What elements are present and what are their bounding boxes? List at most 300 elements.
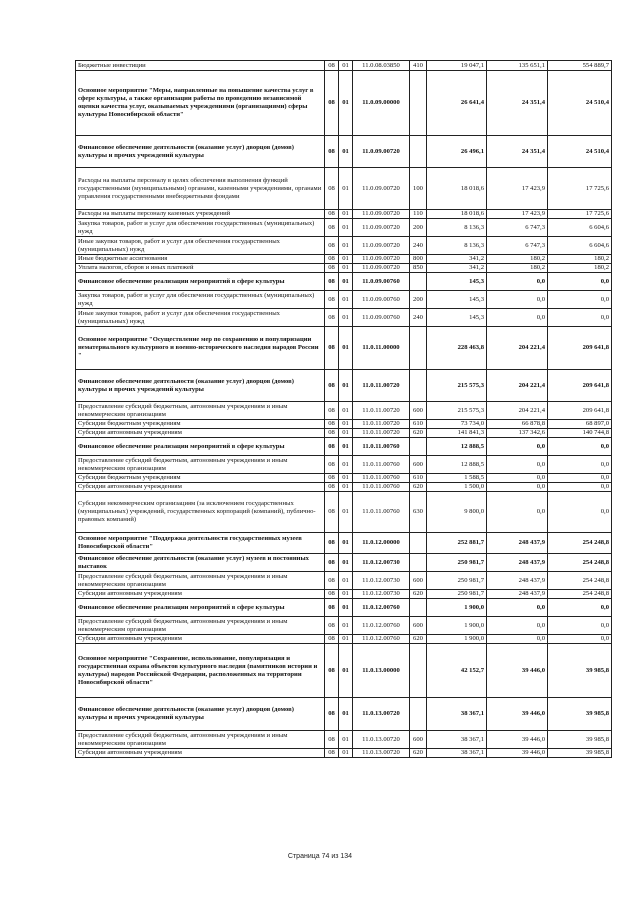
subsection-code: 01 [339,210,353,219]
row-name: Субсидии бюджетным учреждениям [76,474,325,483]
expense-type-code: 600 [410,402,427,420]
amount-year-2: 0,0 [487,309,548,327]
amount-year-3: 0,0 [548,456,612,474]
target-article-code: 11.0.09.00720 [353,168,410,210]
row-name: Субсидии автономным учреждениям [76,483,325,492]
table-row [76,554,612,572]
section-code: 08 [325,136,339,168]
target-article-code: 11.0.09.00000 [353,71,410,136]
target-article-code: 11.0.11.00000 [353,327,410,370]
amount-year-1: 145,3 [427,273,487,291]
subsection-code: 01 [339,533,353,554]
amount-year-2: 204 221,4 [487,327,548,370]
subsection-code: 01 [339,420,353,429]
table-row [76,210,612,219]
row-name: Субсидии автономным учреждениям [76,590,325,599]
budget-table [75,60,612,758]
amount-year-2: 6 747,3 [487,237,548,255]
target-article-code: 11.0.09.00720 [353,264,410,273]
expense-type-code [410,698,427,731]
expense-type-code: 600 [410,572,427,590]
target-article-code: 11.0.09.00720 [353,255,410,264]
amount-year-1: 38 367,1 [427,731,487,749]
row-name: Иные бюджетные ассигнования [76,255,325,264]
expense-type-code: 620 [410,635,427,644]
amount-year-2: 180,2 [487,255,548,264]
amount-year-3: 254 248,8 [548,533,612,554]
section-code: 08 [325,420,339,429]
row-name: Предоставление субсидий бюджетным, автономным учреждениям и иным некоммерческим организациям [76,572,325,590]
section-code: 08 [325,291,339,309]
subsection-code: 01 [339,255,353,264]
row-name: Уплата налогов, сборов и иных платежей [76,264,325,273]
row-name: Закупка товаров, работ и услуг для обеспечения государственных (муниципальных) нужд [76,219,325,237]
amount-year-1: 1 900,0 [427,617,487,635]
table-row [76,219,612,237]
subsection-code: 01 [339,309,353,327]
table-row [76,420,612,429]
subsection-code: 01 [339,483,353,492]
target-article-code: 11.0.11.00760 [353,492,410,533]
amount-year-2: 39 446,0 [487,698,548,731]
amount-year-2: 0,0 [487,456,548,474]
target-article-code: 11.0.12.00760 [353,617,410,635]
subsection-code: 01 [339,456,353,474]
amount-year-1: 250 981,7 [427,554,487,572]
expense-type-code: 600 [410,456,427,474]
section-code: 08 [325,635,339,644]
section-code: 08 [325,590,339,599]
subsection-code: 01 [339,474,353,483]
table-row [76,749,612,758]
section-code: 08 [325,219,339,237]
table-row [76,429,612,438]
target-article-code: 11.0.12.00000 [353,533,410,554]
row-name: Иные закупки товаров, работ и услуг для обеспечения государственных (муниципальных) нужд [76,237,325,255]
expense-type-code [410,438,427,456]
subsection-code: 01 [339,572,353,590]
table-row [76,71,612,136]
amount-year-3: 180,2 [548,255,612,264]
table-row [76,533,612,554]
amount-year-1: 1 900,0 [427,635,487,644]
section-code: 08 [325,533,339,554]
amount-year-3: 554 889,7 [548,61,612,71]
target-article-code: 11.0.12.00730 [353,554,410,572]
amount-year-1: 250 981,7 [427,590,487,599]
amount-year-2: 17 423,9 [487,168,548,210]
subsection-code: 01 [339,273,353,291]
amount-year-3: 0,0 [548,483,612,492]
amount-year-2: 0,0 [487,599,548,617]
amount-year-2: 0,0 [487,617,548,635]
expense-type-code: 240 [410,237,427,255]
amount-year-2: 0,0 [487,635,548,644]
table-row [76,168,612,210]
section-code: 08 [325,644,339,698]
amount-year-1: 8 136,3 [427,237,487,255]
amount-year-3: 0,0 [548,291,612,309]
amount-year-1: 73 734,0 [427,420,487,429]
section-code: 08 [325,554,339,572]
amount-year-3: 140 744,8 [548,429,612,438]
section-code: 08 [325,483,339,492]
amount-year-1: 145,3 [427,291,487,309]
amount-year-3: 0,0 [548,474,612,483]
row-name: Предоставление субсидий бюджетным, автономным учреждениям и иным некоммерческим организациям [76,617,325,635]
amount-year-1: 250 981,7 [427,572,487,590]
section-code: 08 [325,698,339,731]
target-article-code: 11.0.12.00760 [353,635,410,644]
expense-type-code: 200 [410,219,427,237]
amount-year-3: 39 985,8 [548,749,612,758]
target-article-code: 11.0.09.00760 [353,309,410,327]
amount-year-2: 137 342,6 [487,429,548,438]
expense-type-code: 800 [410,255,427,264]
row-name: Предоставление субсидий бюджетным, автономным учреждениям и иным некоммерческим организациям [76,402,325,420]
row-name: Финансовое обеспечение реализации мероприятий в сфере культуры [76,273,325,291]
subsection-code: 01 [339,71,353,136]
amount-year-1: 215 575,3 [427,402,487,420]
target-article-code: 11.0.13.00720 [353,731,410,749]
amount-year-1: 141 841,3 [427,429,487,438]
amount-year-1: 1 588,5 [427,474,487,483]
expense-type-code: 620 [410,749,427,758]
expense-type-code: 620 [410,590,427,599]
section-code: 08 [325,492,339,533]
amount-year-2: 39 446,0 [487,749,548,758]
amount-year-3: 6 604,6 [548,219,612,237]
row-name: Расходы на выплаты персоналу казенных учреждений [76,210,325,219]
section-code: 08 [325,599,339,617]
amount-year-1: 1 900,0 [427,599,487,617]
row-name: Основное мероприятие "Поддержка деятельности государственных музеев Новосибирской области" [76,533,325,554]
target-article-code: 11.0.09.00720 [353,136,410,168]
expense-type-code [410,273,427,291]
section-code: 08 [325,264,339,273]
amount-year-3: 0,0 [548,617,612,635]
amount-year-3: 0,0 [548,492,612,533]
amount-year-3: 254 248,8 [548,554,612,572]
amount-year-3: 0,0 [548,438,612,456]
budget-table-container [75,60,611,758]
amount-year-2: 204 221,4 [487,370,548,402]
amount-year-1: 228 463,8 [427,327,487,370]
target-article-code: 11.0.12.00760 [353,599,410,617]
target-article-code: 11.0.13.00000 [353,644,410,698]
table-row [76,370,612,402]
amount-year-2: 248 437,9 [487,590,548,599]
target-article-code: 11.0.13.00720 [353,698,410,731]
amount-year-3: 17 725,6 [548,210,612,219]
amount-year-1: 38 367,1 [427,749,487,758]
table-row [76,644,612,698]
expense-type-code [410,370,427,402]
amount-year-1: 215 575,3 [427,370,487,402]
table-row [76,590,612,599]
row-name: Субсидии бюджетным учреждениям [76,420,325,429]
section-code: 08 [325,429,339,438]
target-article-code: 11.0.11.00760 [353,438,410,456]
row-name: Субсидии некоммерческим организациям (за исключением государственных (муниципальных) учреждений, государственных корпораций (компаний), публично-правовых компаний) [76,492,325,533]
table-row [76,492,612,533]
expense-type-code: 620 [410,483,427,492]
expense-type-code: 240 [410,309,427,327]
section-code: 08 [325,749,339,758]
target-article-code: 11.0.09.00720 [353,219,410,237]
table-row [76,309,612,327]
table-row [76,402,612,420]
expense-type-code: 200 [410,291,427,309]
section-code: 08 [325,309,339,327]
section-code: 08 [325,237,339,255]
amount-year-2: 204 221,4 [487,402,548,420]
amount-year-3: 39 985,8 [548,698,612,731]
expense-type-code: 600 [410,617,427,635]
row-name: Закупка товаров, работ и услуг для обеспечения государственных (муниципальных) нужд [76,291,325,309]
amount-year-1: 252 881,7 [427,533,487,554]
table-row [76,474,612,483]
row-name: Иные закупки товаров, работ и услуг для обеспечения государственных (муниципальных) нужд [76,309,325,327]
expense-type-code: 620 [410,429,427,438]
table-row [76,438,612,456]
amount-year-2: 6 747,3 [487,219,548,237]
section-code: 08 [325,474,339,483]
amount-year-3: 0,0 [548,635,612,644]
amount-year-1: 341,2 [427,264,487,273]
amount-year-1: 145,3 [427,309,487,327]
amount-year-1: 18 018,6 [427,210,487,219]
subsection-code: 01 [339,61,353,71]
target-article-code: 11.0.11.00720 [353,402,410,420]
amount-year-3: 24 510,4 [548,71,612,136]
budget-table-body [76,61,612,758]
target-article-code: 11.0.08.03850 [353,61,410,71]
expense-type-code: 610 [410,474,427,483]
subsection-code: 01 [339,291,353,309]
amount-year-3: 0,0 [548,599,612,617]
target-article-code: 11.0.11.00760 [353,474,410,483]
subsection-code: 01 [339,136,353,168]
amount-year-1: 26 496,1 [427,136,487,168]
amount-year-3: 254 248,8 [548,572,612,590]
amount-year-2: 135 651,1 [487,61,548,71]
row-name: Расходы на выплаты персоналу в целях обеспечения выполнения функций государственными (муниципальными) органами, казенными учреждениями, органами управления государственными внебюджетными фондами [76,168,325,210]
section-code: 08 [325,168,339,210]
amount-year-2: 248 437,9 [487,554,548,572]
subsection-code: 01 [339,599,353,617]
subsection-code: 01 [339,264,353,273]
amount-year-3: 68 897,0 [548,420,612,429]
row-name: Финансовое обеспечение реализации мероприятий в сфере культуры [76,438,325,456]
amount-year-1: 38 367,1 [427,698,487,731]
table-row [76,635,612,644]
amount-year-1: 341,2 [427,255,487,264]
table-row [76,456,612,474]
target-article-code: 11.0.11.00720 [353,420,410,429]
amount-year-3: 180,2 [548,264,612,273]
table-row [76,572,612,590]
amount-year-1: 12 888,5 [427,456,487,474]
table-row [76,731,612,749]
amount-year-2: 17 423,9 [487,210,548,219]
expense-type-code [410,71,427,136]
table-row [76,136,612,168]
table-row [76,698,612,731]
expense-type-code [410,533,427,554]
row-name: Основное мероприятие "Осуществление мер по сохранению и популяризации нематериального культурного и военно-исторического наследия народов России " [76,327,325,370]
target-article-code: 11.0.09.00760 [353,291,410,309]
amount-year-3: 6 604,6 [548,237,612,255]
table-row [76,291,612,309]
row-name: Субсидии автономным учреждениям [76,635,325,644]
table-row [76,327,612,370]
section-code: 08 [325,71,339,136]
expense-type-code: 410 [410,61,427,71]
expense-type-code: 630 [410,492,427,533]
amount-year-3: 209 641,8 [548,370,612,402]
row-name: Финансовое обеспечение деятельности (оказание услуг) музеев и постоянных выставок [76,554,325,572]
table-row [76,599,612,617]
subsection-code: 01 [339,554,353,572]
section-code: 08 [325,255,339,264]
amount-year-2: 0,0 [487,492,548,533]
target-article-code: 11.0.11.00760 [353,483,410,492]
section-code: 08 [325,402,339,420]
section-code: 08 [325,210,339,219]
row-name: Основное мероприятие "Сохранение, использование, популяризация и государственная охрана объектов культурного наследия (памятников истории и культуры) народов Российской Федерации, расположенных на территории Новосибирской области" [76,644,325,698]
amount-year-3: 0,0 [548,273,612,291]
section-code: 08 [325,617,339,635]
amount-year-2: 0,0 [487,483,548,492]
subsection-code: 01 [339,644,353,698]
amount-year-2: 39 446,0 [487,731,548,749]
amount-year-2: 248 437,9 [487,572,548,590]
subsection-code: 01 [339,327,353,370]
amount-year-1: 9 800,0 [427,492,487,533]
row-name: Предоставление субсидий бюджетным, автономным учреждениям и иным некоммерческим организациям [76,456,325,474]
amount-year-2: 66 878,8 [487,420,548,429]
row-name: Финансовое обеспечение деятельности (оказание услуг) дворцов (домов) культуры и прочих учреждений культуры [76,136,325,168]
target-article-code: 11.0.09.00760 [353,273,410,291]
amount-year-3: 17 725,6 [548,168,612,210]
section-code: 08 [325,370,339,402]
amount-year-1: 12 888,5 [427,438,487,456]
page-footer: Страница 74 из 134 [287,853,353,860]
amount-year-2: 0,0 [487,291,548,309]
amount-year-2: 248 437,9 [487,533,548,554]
expense-type-code: 600 [410,731,427,749]
amount-year-3: 209 641,8 [548,327,612,370]
table-row [76,273,612,291]
row-name: Бюджетные инвестиции [76,61,325,71]
subsection-code: 01 [339,698,353,731]
row-name: Основное мероприятие "Меры, направленные на повышение качества услуг в сфере культуры, а также организации работы по проведению независимой оценки качества услуг, оказываемых учреждениями (организациями) сферы культуры Новосибирской области" [76,71,325,136]
amount-year-2: 0,0 [487,474,548,483]
table-row [76,237,612,255]
subsection-code: 01 [339,219,353,237]
section-code: 08 [325,438,339,456]
amount-year-2: 24 351,4 [487,136,548,168]
expense-type-code [410,554,427,572]
subsection-code: 01 [339,731,353,749]
target-article-code: 11.0.11.00760 [353,456,410,474]
expense-type-code: 850 [410,264,427,273]
table-row [76,483,612,492]
amount-year-1: 18 018,6 [427,168,487,210]
amount-year-2: 180,2 [487,264,548,273]
amount-year-3: 24 510,4 [548,136,612,168]
section-code: 08 [325,273,339,291]
amount-year-2: 0,0 [487,273,548,291]
expense-type-code: 110 [410,210,427,219]
subsection-code: 01 [339,492,353,533]
amount-year-3: 209 641,8 [548,402,612,420]
target-article-code: 11.0.12.00730 [353,590,410,599]
table-row [76,61,612,71]
amount-year-3: 39 985,8 [548,731,612,749]
amount-year-1: 8 136,3 [427,219,487,237]
target-article-code: 11.0.09.00720 [353,237,410,255]
section-code: 08 [325,572,339,590]
row-name: Субсидии автономным учреждениям [76,429,325,438]
amount-year-1: 26 641,4 [427,71,487,136]
expense-type-code [410,644,427,698]
table-row [76,617,612,635]
expense-type-code [410,327,427,370]
row-name: Финансовое обеспечение деятельности (оказание услуг) дворцов (домов) культуры и прочих учреждений культуры [76,370,325,402]
section-code: 08 [325,456,339,474]
expense-type-code: 100 [410,168,427,210]
row-name: Субсидии автономным учреждениям [76,749,325,758]
expense-type-code [410,599,427,617]
amount-year-2: 24 351,4 [487,71,548,136]
row-name: Финансовое обеспечение деятельности (оказание услуг) дворцов (домов) культуры и прочих учреждений культуры [76,698,325,731]
subsection-code: 01 [339,590,353,599]
row-name: Предоставление субсидий бюджетным, автономным учреждениям и иным некоммерческим организациям [76,731,325,749]
subsection-code: 01 [339,168,353,210]
subsection-code: 01 [339,438,353,456]
subsection-code: 01 [339,617,353,635]
table-row [76,255,612,264]
amount-year-2: 0,0 [487,438,548,456]
table-row [76,264,612,273]
amount-year-1: 19 047,1 [427,61,487,71]
subsection-code: 01 [339,635,353,644]
section-code: 08 [325,61,339,71]
amount-year-1: 42 152,7 [427,644,487,698]
row-name: Финансовое обеспечение реализации мероприятий в сфере культуры [76,599,325,617]
subsection-code: 01 [339,237,353,255]
target-article-code: 11.0.11.00720 [353,429,410,438]
subsection-code: 01 [339,402,353,420]
subsection-code: 01 [339,370,353,402]
subsection-code: 01 [339,429,353,438]
amount-year-1: 1 500,0 [427,483,487,492]
expense-type-code [410,136,427,168]
section-code: 08 [325,731,339,749]
section-code: 08 [325,327,339,370]
amount-year-3: 0,0 [548,309,612,327]
target-article-code: 11.0.09.00720 [353,210,410,219]
amount-year-3: 254 248,8 [548,590,612,599]
target-article-code: 11.0.11.00720 [353,370,410,402]
amount-year-2: 39 446,0 [487,644,548,698]
target-article-code: 11.0.12.00730 [353,572,410,590]
amount-year-3: 39 985,8 [548,644,612,698]
expense-type-code: 610 [410,420,427,429]
subsection-code: 01 [339,749,353,758]
